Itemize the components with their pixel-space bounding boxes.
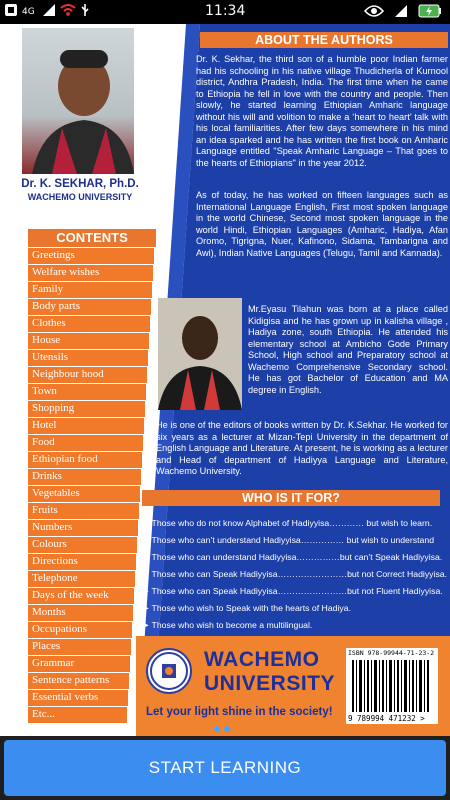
author-university: WACHEMO UNIVERSITY [27,192,133,202]
wifi-icon [60,3,76,22]
contents-item: Fruits [28,503,139,519]
list-item: ➤ Those who can understand Hadiyyisa……………but can’t Speak Hadiyyisa. [142,552,443,562]
book-cover [0,24,450,736]
contents-item: Occupations [28,622,132,638]
arrow-bullet-icon: ➤ [142,586,152,596]
arrow-bullet-icon: ➤ [142,603,152,613]
contents-item: Directions [28,554,136,570]
university-logo [146,648,192,694]
start-learning-button[interactable]: START LEARNING [4,740,446,796]
signal-bars-icon [394,4,408,23]
app-icon [4,3,18,22]
contents-item: Days of the week [28,588,134,604]
contents-item: Essential verbs [28,690,128,706]
list-item: ➤ Those who wish to Speak with the hearts of Hadiya. [142,603,351,613]
university-motto: Let your light shine in the society! [146,706,333,718]
contents-item: Shopping [28,401,145,417]
author-photo-eyasu [158,298,242,410]
usb-icon [80,3,90,22]
contents-item: Grammar [28,656,130,672]
contents-item: Etc... [28,707,127,723]
barcode-digits: 9 789994 471232 > [348,714,425,723]
contents-item: Family [28,282,152,298]
contents-item: Body parts [28,299,151,315]
bottom-bar [0,736,450,800]
arrow-bullet-icon: ➤ [142,552,152,562]
about-paragraph-2: As of today, he has worked on fifteen languages such as International Language English, First most spoken language in the world Chinese, Second most spoken language in the world Hindi, Ethiopian Languages (Amharic, Hadiya, Afan Oromo, Tigrigna, Nuer, Kafinono, Sidama, Tambarigna and Awi), Indian Native Languages (Telugu, Tamil and Kannada). [196,190,448,258]
contents-item: Vegetables [28,486,140,502]
list-item: ➤ Those who can Speak Hadiyyisa……………………but not Correct Hadiyyisa. [142,569,448,579]
contents-item: Months [28,605,133,621]
page-dot[interactable] [214,726,220,732]
contents-item: Utensils [28,350,148,366]
page-dot[interactable] [224,726,230,732]
list-item: ➤ Those who wish to become a multilingual. [142,620,313,630]
university-name-line2: UNIVERSITY [204,672,336,695]
author-name: Dr. K. SEKHAR, Ph.D. [21,178,139,190]
contents-item: Welfare wishes [28,265,153,281]
status-left-icons [4,3,90,21]
author-photo-sekhar [22,28,134,174]
list-item: ➤ Those who can’t understand Hadiyyisa…………… but wish to understand [142,535,435,545]
contents-item: Telephone [28,571,135,587]
about-paragraph-1: Dr. K. Sekhar, the third son of a humble poor Indian farmer had his schooling in his native village Thudicherla of Kurnool district, Andhra Pradesh, India. The first time when he came to Ethiopia he fell in love with the country and people. Then slowly, he started learning Ethiopian Amharic language without his will and volition to make a ‘heart to heart’ talk with his local familiarities. After few days somewhere in his mind an idea sparked and he has written the first book on Amharic Language entitled "Speak Amharic Language – That goes to the hearts of Ethiopians" in the year 2012. [196,54,448,168]
status-bar [0,0,450,24]
university-name-line1: WACHEMO [204,648,320,671]
eye-icon [364,4,384,23]
contents-item: Greetings [28,248,154,264]
contents-item: Colours [28,537,137,553]
arrow-bullet-icon: ➤ [142,569,152,579]
list-item: ➤ Those who can Speak Hadiyyisa……………………but not Fluent Hadiyyisa. [142,586,443,596]
arrow-bullet-icon: ➤ [142,535,152,545]
who-is-it-for-header: WHO IS IT FOR? [142,490,440,506]
contents-item: Numbers [28,520,138,536]
contents-item: Sentence patterns [28,673,129,689]
about-paragraph-4: He is one of the editors of books written by Dr. K.Sekhar. He worked for six years as a lecturer at Mizan-Tepi University in the department of English Language and Literature. At present, he is working as a lecturer and Head of department of Hadiyya Language and Literature, Wachemo University. [156,420,448,476]
isbn-number: ISBN 978-99944-71-23-2 [348,649,435,657]
contents-item: Neighbour hood [28,367,147,383]
contents-item: Food [28,435,143,451]
list-item: ➤ Those who do not know Alphabet of Hadiyyisa………… but wish to learn. [142,518,433,528]
contents-title: CONTENTS [28,229,156,247]
contents-item: Places [28,639,131,655]
isbn-barcode [346,648,438,724]
contents-item: Ethiopian food [28,452,142,468]
arrow-bullet-icon: ➤ [142,620,152,630]
contents-item: House [28,333,149,349]
contents-item: Drinks [28,469,141,485]
battery-charging-icon [418,4,442,23]
arrow-bullet-icon: ➤ [142,518,152,528]
svg-text:4G: 4G [22,6,35,17]
status-right-icons [364,4,442,23]
page-indicator [214,726,230,732]
network-4g-icon [22,3,38,22]
signal-icon [42,3,56,22]
contents-item: Hotel [28,418,144,434]
about-paragraph-3: Mr.Eyasu Tilahun was born at a place called Kidigisa and he has grown up in kalisha village , Hadiya zone, south Ethiopia. He attended his elementary school at Ambicho Gode Primary School, High school and Preparatory school at Wachemo Comprehensive Secondary school. He has got Bachelor of Education and MA degree in English. [248,304,448,395]
contents-item: Clothes [28,316,150,332]
contents-item: Town [28,384,146,400]
status-time: 11:34 [205,3,246,19]
barcode-icon [352,660,432,712]
about-authors-header: ABOUT THE AUTHORS [200,32,448,48]
